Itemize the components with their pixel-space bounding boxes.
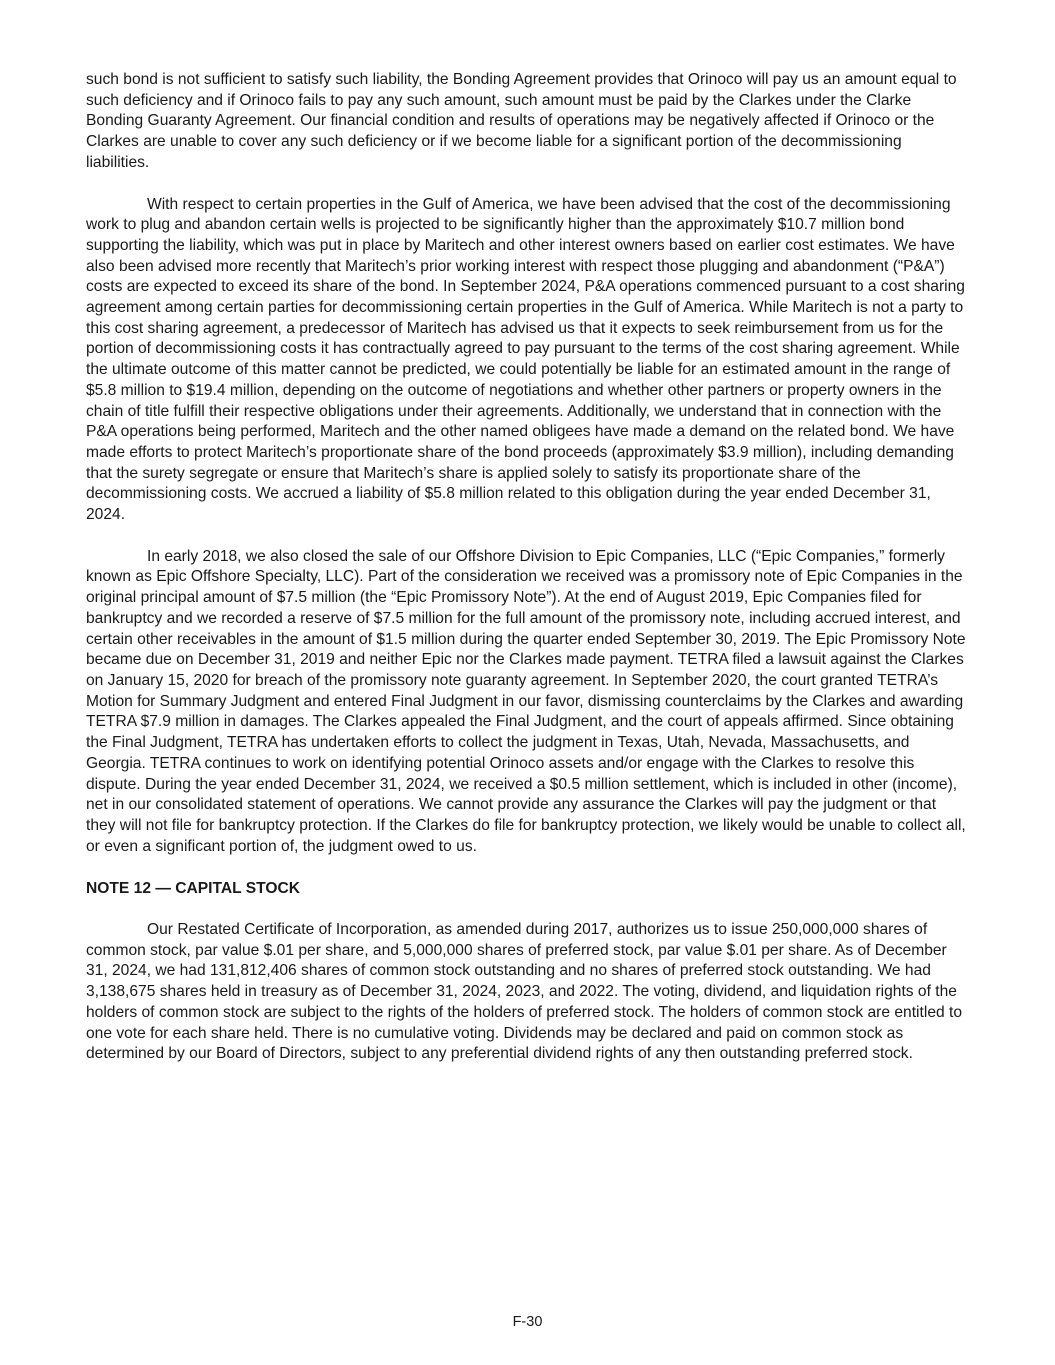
page-number: F-30 xyxy=(512,1314,543,1330)
note-12-heading: NOTE 12 — CAPITAL STOCK xyxy=(86,880,301,898)
paragraph-bond-deficiency: such bond is not sufficient to satisfy such liability, the Bonding Agreement provides that Orinoco will pay us an amount equal to such deficiency and if Orinoco fails to pay any such amount, such amount must be paid by the Clarkes under the Clarke Bonding Guaranty Agreement. Our financial condition and results of operations may be negatively affected if Orinoco or the Clarkes are unable to cover any such deficiency or if we become liable for a significant portion of the decommissioning liabilities. xyxy=(86,71,957,171)
paragraph-gulf-decommissioning: With respect to certain properties in the Gulf of America, we have been advised that the cost of the decommissioning work to plug and abandon certain wells is projected to be significantly higher than the approximately $10.7 million bond supporting the liability, which was put in place by Maritech and other interest owners based on earlier cost estimates. We have also been advised more recently that Maritech’s prior working interest with respect those plugging and abandonment (“P&A”) costs are expected to exceed its share of the bond. In September 2024, P&A operations commenced pursuant to a cost sharing agreement among certain parties for decommissioning certain properties in the Gulf of America. While Maritech is not a party to this cost sharing agreement, a predecessor of Maritech has advised us that it expects to seek reimbursement from us for the portion of decommissioning costs it has contractually agreed to pay pursuant to the terms of the cost sharing agreement. While the ultimate outcome of this matter cannot be predicted, we could potentially be liable for an estimated amount in the range of $5.8 million to $19.4 million, depending on the outcome of negotiations and whether other partners or property owners in the chain of title fulfill their respective obligations under their agreements. Additionally, we understand that in connection with the P&A operations being performed, Maritech and the other named obligees have made a demand on the related bond. We have made efforts to protect Maritech’s proportionate share of the bond proceeds (approximately $3.9 million), including demanding that the surety segregate or ensure that Maritech’s share is applied solely to satisfy its proportionate share of the decommissioning costs. We accrued a liability of $5.8 million related to this obligation during the year ended December 31, 2024. xyxy=(86,195,965,524)
document-body xyxy=(86,70,968,1065)
paragraph-epic-promissory-note: In early 2018, we also closed the sale of our Offshore Division to Epic Companies, LLC (“Epic Companies,” formerly known as Epic Offshore Specialty, LLC). Part of the consideration we received was a promissory note of Epic Companies in the original principal amount of $7.5 million (the “Epic Promissory Note”). At the end of August 2019, Epic Companies filed for bankruptcy and we recorded a reserve of $7.5 million for the full amount of the promissory note, including accrued interest, and certain other receivables in the amount of $1.5 million during the quarter ended September 30, 2019. The Epic Promissory Note became due on December 31, 2019 and neither Epic nor the Clarkes made payment. TETRA filed a lawsuit against the Clarkes on January 15, 2020 for breach of the promissory note guaranty agreement. In September 2020, the court granted TETRA’s Motion for Summary Judgment and entered Final Judgment in our favor, dismissing counterclaims by the Clarkes and awarding TETRA $7.9 million in damages. The Clarkes appealed the Final Judgment, and the court of appeals affirmed. Since obtaining the Final Judgment, TETRA has undertaken efforts to collect the judgment in Texas, Utah, Nevada, Massachusetts, and Georgia. TETRA continues to work on identifying potential Orinoco assets and/or engage with the Clarkes to resolve this dispute. During the year ended December 31, 2024, we received a $0.5 million settlement, which is included in other (income), net in our consolidated statement of operations. We cannot provide any assurance the Clarkes will pay the judgment or that they will not file for bankruptcy protection. If the Clarkes do file for bankruptcy protection, we likely would be unable to collect all, or even a significant portion of, the judgment owed to us. xyxy=(86,547,966,855)
paragraph-capital-stock: Our Restated Certificate of Incorporation, as amended during 2017, authorizes us to issue 250,000,000 shares of common stock, par value $.01 per share, and 5,000,000 shares of preferred stock, par value $.01 per share. As of December 31, 2024, we had 131,812,406 shares of common stock outstanding and no shares of preferred stock outstanding. We had 3,138,675 shares held in treasury as of December 31, 2024, 2023, and 2022. The voting, dividend, and liquidation rights of the holders of common stock are subject to the rights of the holders of preferred stock. The holders of common stock are entitled to one vote for each share held. There is no cumulative voting. Dividends may be declared and paid on common stock as determined by our Board of Directors, subject to any preferential dividend rights of any then outstanding preferred stock. xyxy=(86,921,962,1063)
